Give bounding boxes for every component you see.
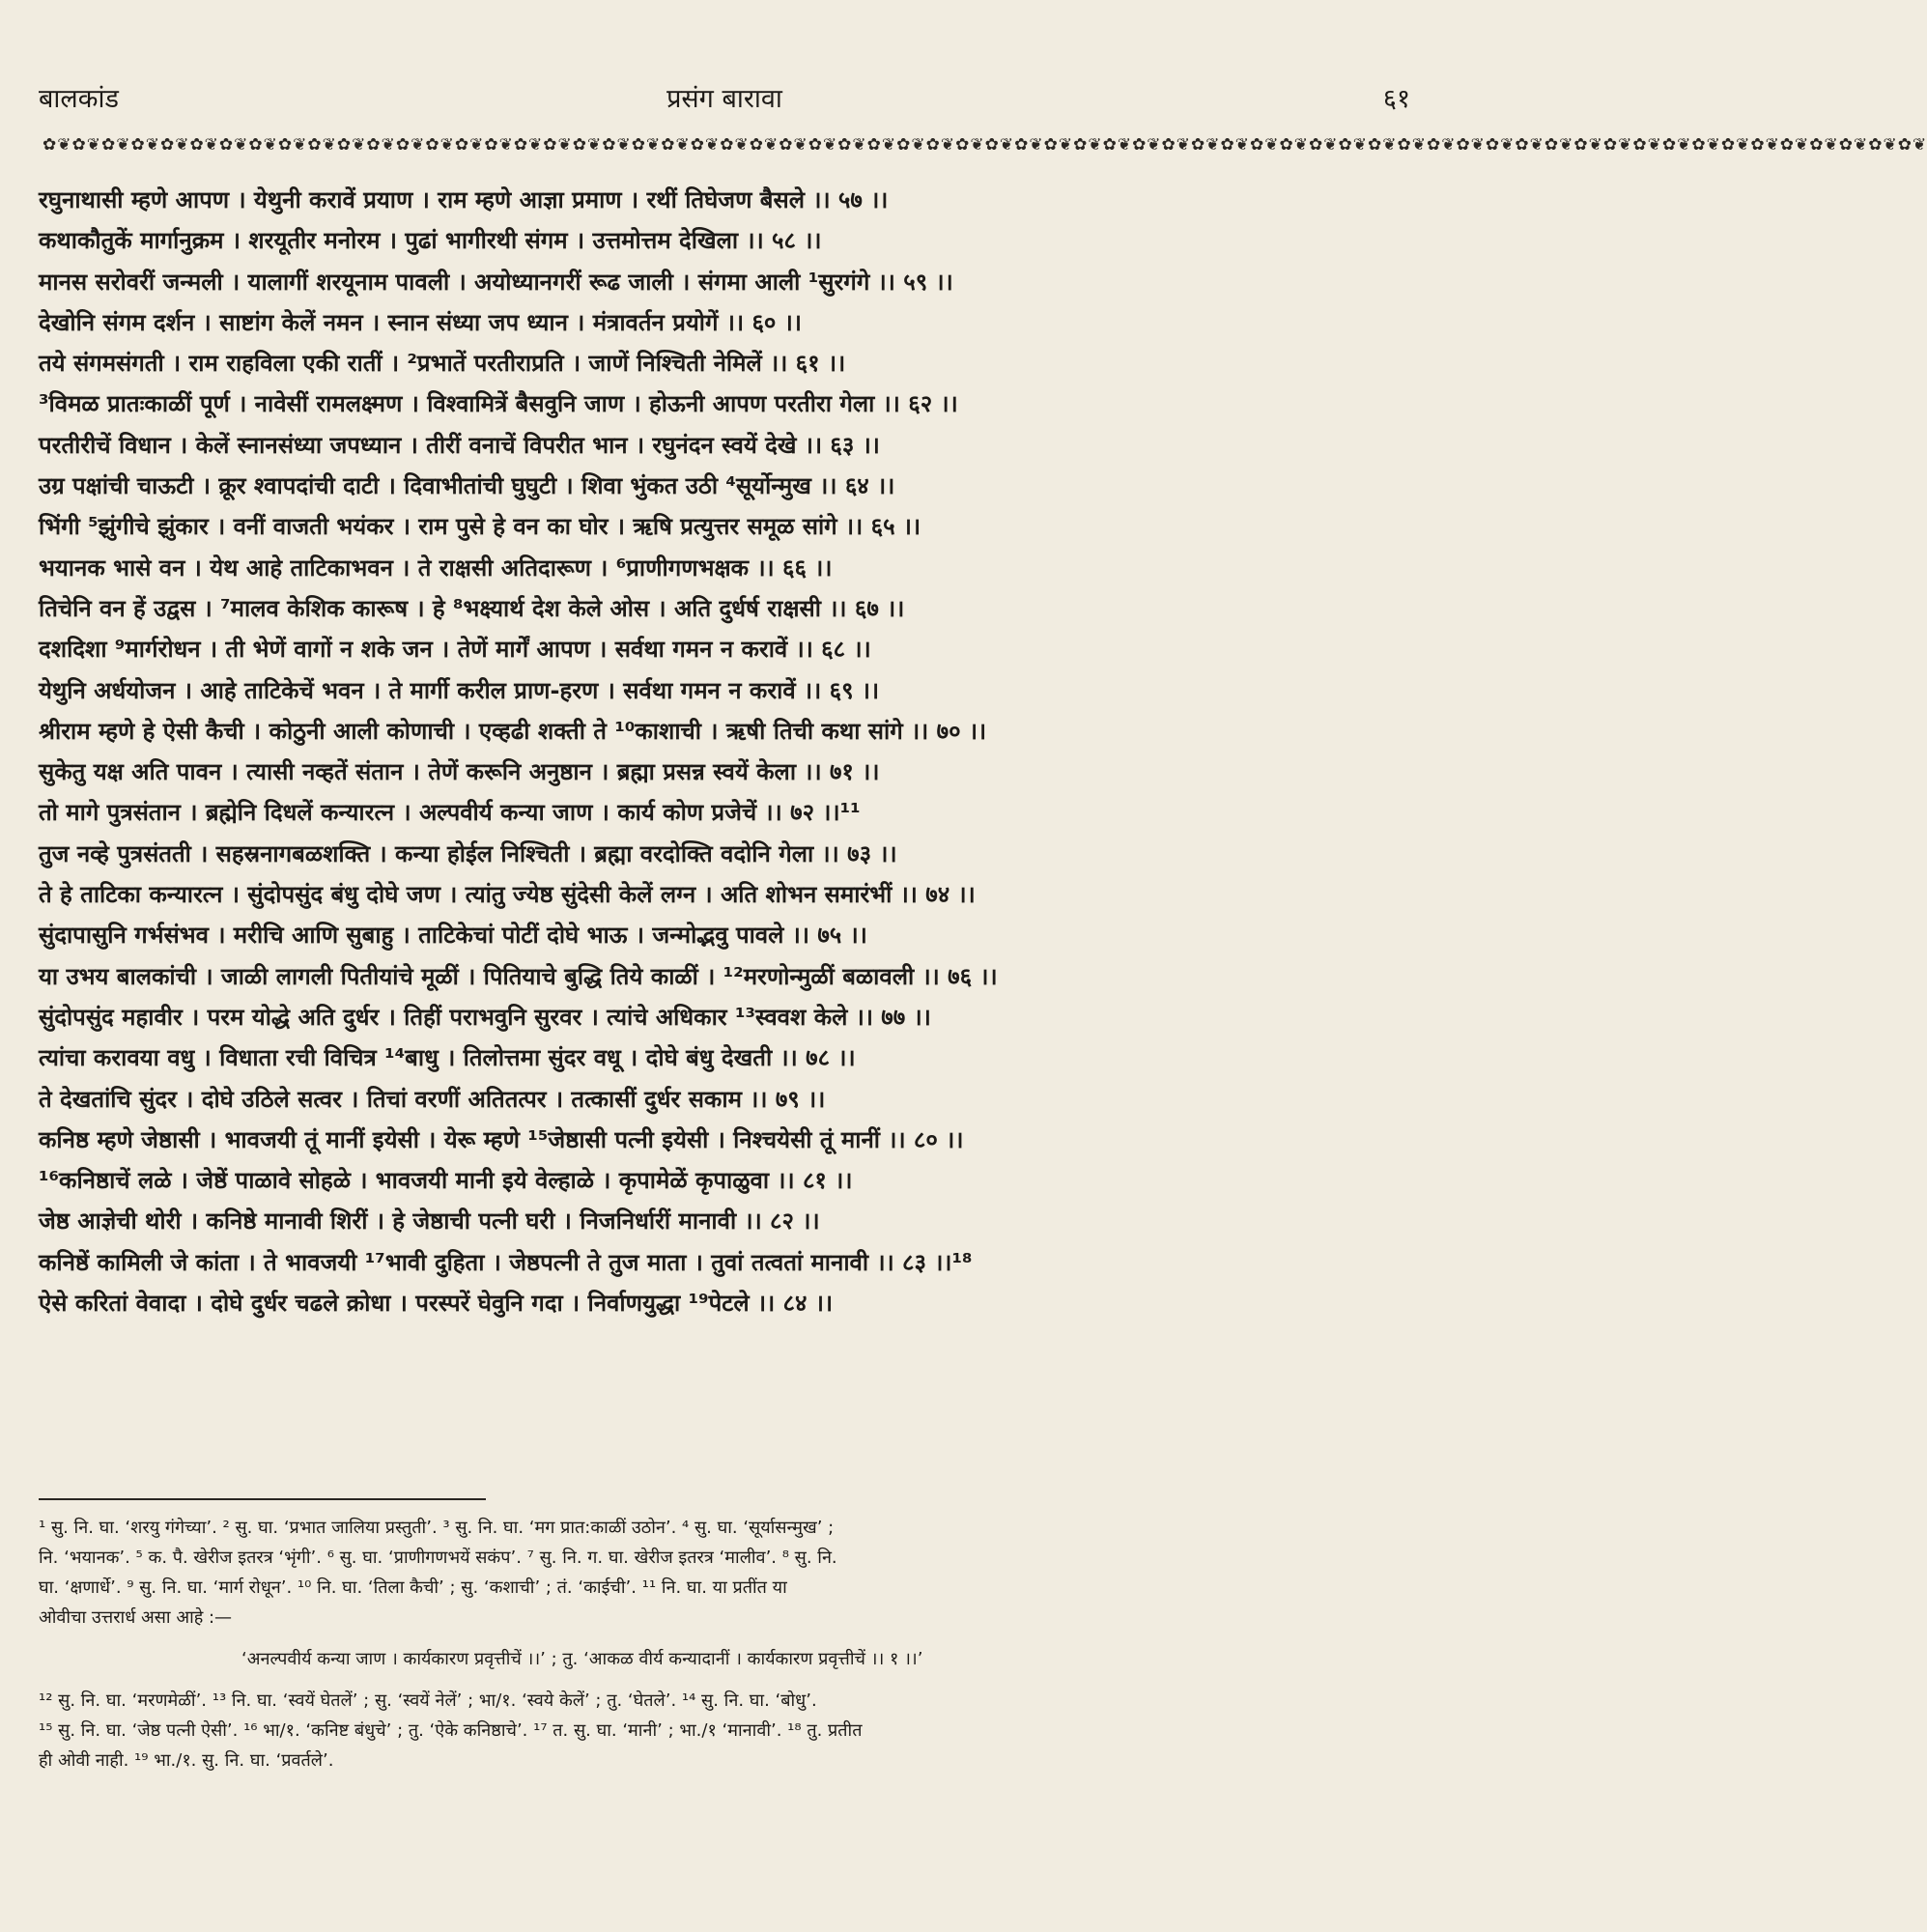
- footnote-line: घा. ‘क्षणार्धे’. ⁹ सु. नि. घा. ‘मार्ग रोधून’. ¹⁰ नि. घा. ‘तिला कैची’ ; सु. ‘कशाची’ ; तं. ‘काईची’. ¹¹ नि. घा. या प्रतींत या: [39, 1577, 787, 1598]
- footnote-divider: [39, 1498, 486, 1500]
- footnote-line: ही ओवी नाही. ¹⁹ भा./१. सु. नि. घा. ‘प्रवर्तले’.: [39, 1750, 334, 1771]
- page-header: [39, 79, 1410, 118]
- verse-line: भयानक भासे वन । येथ आहे ताटिकाभवन । ते राक्षसी अतिदारूण । ⁶प्राणीगणभक्षक ।। ६६ ।।: [39, 554, 833, 582]
- running-head-section: बालकांड: [39, 84, 119, 114]
- verse-line: देखोनि संगम दर्शन । साष्टांग केलें नमन । स्नान संध्या जप ध्यान । मंत्रावर्तन प्रयोगें ।। ६० ।।: [39, 308, 802, 336]
- verse-line: तये संगमसंगती । राम राहविला एकी रातीं । ²प्रभातें परतीराप्रति । जाणें निश्चिती नेमिलें ।। ६१ ।।: [39, 350, 846, 378]
- footnotes: [39, 1513, 1410, 1776]
- verse-line: सुंदापासुनि गर्भसंभव । मरीचि आणि सुबाहु । ताटिकेचां पोटीं दोघे भाऊ । जन्मोद्भवु पावले ।। ७५ ।।: [39, 922, 867, 950]
- decorative-border-icon: ✿❦✿❦✿❦✿❦✿❦✿❦✿❦✿❦✿❦✿❦✿❦✿❦✿❦✿❦✿❦✿❦✿❦✿❦✿❦✿❦✿❦✿❦✿❦✿❦✿❦✿❦✿❦✿❦✿❦✿❦✿❦✿❦✿❦✿❦✿❦✿❦✿❦✿❦✿❦✿❦✿❦✿❦✿❦✿❦✿❦✿❦✿❦✿❦✿❦✿❦✿❦✿❦✿❦✿❦✿❦✿❦✿❦✿❦✿❦✿❦✿❦✿❦✿❦✿❦: [43, 135, 1927, 155]
- verse-line: श्रीराम म्हणे हे ऐसी कैची । कोठुनी आली कोणाची । एव्हढी शक्ती ते ¹⁰काशाची । ऋषी तिची कथा सांगे ।। ७० ।।: [39, 717, 987, 745]
- footnote-line: ¹⁵ सु. नि. घा. ‘जेष्ठ पत्नी ऐसी’. ¹⁶ भा/१. ‘कनिष्ट बंधुचे’ ; तु. ‘ऐके कनिष्ठाचे’. ¹⁷ त. सु. घा. ‘मानी’ ; भा./१ ‘मानावी’. ¹⁸ तु. प्रतीत: [39, 1720, 863, 1741]
- footnote-quote: ‘अनल्पवीर्य कन्या जाण । कार्यकारण प्रवृत्तीचें ।।’ ; तु. ‘आकळ वीर्य कन्यादानीं । कार्यकारण प्रवृत्तीचें ।। १ ।।’: [241, 1649, 923, 1669]
- verse-line: भिंगी ⁵झुंगीचे झुंकार । वनीं वाजती भयंकर । राम पुसे हे वन का घोर । ऋषि प्रत्युत्तर समूळ सांगे ।। ६५ ।।: [39, 513, 921, 541]
- verse-line: कथाकौतुकें मार्गानुक्रम । शरयूतीर मनोरम । पुढां भागीरथी संगम । उत्तमोत्तम देखिला ।। ५८ ।।: [39, 227, 822, 255]
- verse-line: तिचेनि वन हें उद्वस । ⁷मालव केशिक कारूष । हे ⁸भक्ष्यार्थ देश केले ओस । अति दुर्धर्ष राक्षसी ।। ६७ ।।: [39, 594, 905, 622]
- verse-line: मानस सरोवरीं जन्मली । यालागीं शरयूनाम पावली । अयोध्यानगरीं रूढ जाली । संगमा आली ¹सुरगंगे ।। ५९ ।।: [39, 268, 953, 296]
- verse-line: ऐसे करितां वेवादा । दोघे दुर्धर चढले क्रोधा । परस्परें घेवुनि गदा । निर्वाणयुद्धा ¹⁹पेटले ।। ८४ ।।: [39, 1290, 834, 1318]
- verse-line: जेष्ठ आज्ञेची थोरी । कनिष्ठे मानावी शिरीं । हे जेष्ठाची पत्नी घरी । निजनिर्धारीं मानावी ।। ८२ ।।: [39, 1208, 820, 1236]
- page-number: ६१: [1382, 84, 1410, 114]
- verse-line: ते देखतांचि सुंदर । दोघे उठिले सत्वर । तिचां वरणीं अतितत्पर । तत्कासीं दुर्धर सकाम ।। ७९ ।।: [39, 1085, 826, 1113]
- verse-line: परतीरीचें विधान । केलें स्नानसंध्या जपध्यान । तीरीं वनाचें विपरीत भान । रघुनंदन स्वयें देखे ।। ६३ ।।: [39, 431, 880, 459]
- verse-line: सुकेतु यक्ष अति पावन । त्यासी नव्हतें संतान । तेणें करूनि अनुष्ठान । ब्रह्मा प्रसन्न स्वयें केला ।। ७१ ।।: [39, 758, 880, 786]
- verse-line: दशदिशा ⁹मार्गरोधन । ती भेणें वागों न शके जन । तेणें मार्गें आपण । सर्वथा गमन न करावें ।। ६८ ।।: [39, 636, 871, 664]
- verse-text: [39, 180, 1410, 1323]
- footnote-line: ¹² सु. नि. घा. ‘मरणमेळीं’. ¹³ नि. घा. ‘स्वयें घेतलें’ ; सु. ‘स्वयें नेलें’ ; भा/१. ‘स्वये केलें’ ; तु. ‘घेतले’. ¹⁴ सु. नि. घा. ‘बोधु’.: [39, 1690, 817, 1711]
- verse-line: त्यांचा करावया वधु । विधाता रची विचित्र ¹⁴बाधु । तिलोत्तमा सुंदर वधू । दोघे बंधु देखती ।। ७८ ।।: [39, 1044, 856, 1072]
- footnote-line: ¹ सु. नि. घा. ‘शरयु गंगेच्या’. ² सु. घा. ‘प्रभात जालिया प्रस्तुती’. ³ सु. नि. घा. ‘मग प्रात:काळीं उठोन’. ⁴ सु. घा. ‘सूर्यासन्मुख’ ;: [39, 1518, 835, 1538]
- verse-line: कनिष्ठें कामिली जे कांता । ते भावजयी ¹⁷भावी दुहिता । जेष्ठपत्नी ते तुज माता । तुवां तत्वतां मानावी ।। ८३ ।।¹⁸: [39, 1248, 973, 1276]
- footnote-line: नि. ‘भयानक’. ⁵ क. पै. खेरीज इतरत्र ‘भृंगी’. ⁶ सु. घा. ‘प्राणीगणभयें सकंप’. ⁷ सु. नि. ग. घा. खेरीज इतरत्र ‘मालीव’. ⁸ सु. नि.: [39, 1548, 837, 1568]
- verse-line: कनिष्ठ म्हणे जेष्ठासी । भावजयी तूं मानीं इयेसी । येरू म्हणे ¹⁵जेष्ठासी पत्नी इयेसी । निश्चयेसी तूं मानीं ।। ८० ।।: [39, 1125, 964, 1153]
- verse-line: सुंदोपसुंद महावीर । परम योद्धे अति दुर्धर । तिहीं पराभवुनि सुरवर । त्यांचे अधिकार ¹³स्ववश केले ।। ७७ ।।: [39, 1003, 931, 1031]
- verse-line: ते हे ताटिका कन्यारत्न । सुंदोपसुंद बंधु दोघे जण । त्यांतु ज्येष्ठ सुंदेसी केलें लग्न । अति शोभन समारंभीं ।। ७४ ।।: [39, 881, 976, 909]
- verse-line: रघुनाथासी म्हणे आपण । येथुनी करावें प्रयाण । राम म्हणे आज्ञा प्रमाण । रथीं तिघेजण बैसले ।। ५७ ।।: [39, 186, 889, 213]
- verse-line: उग्र पक्षांची चाऊटी । क्रूर श्वापदांची दाटी । दिवाभीतांची घुघुटी । शिवा भुंकत उठी ⁴सूर्योन्मुख ।। ६४ ।।: [39, 472, 895, 500]
- verse-line: तो मागे पुत्रसंतान । ब्रह्मेनि दिधलें कन्यारत्न । अल्पवीर्य कन्या जाण । कार्य कोण प्रजेचें ।। ७२ ।।¹¹: [39, 799, 861, 827]
- verse-line: या उभय बालकांची । जाळी लागली पितीयांचे मूळीं । पितियाचे बुद्धि तिये काळीं । ¹²मरणोन्मुळीं बळावली ।। ७६ ।।: [39, 962, 998, 990]
- verse-line: ³विमळ प्रातःकाळीं पूर्ण । नावेसीं रामलक्ष्मण । विश्वामित्रें बैसवुनि जाण । होऊनी आपण परतीरा गेला ।। ६२ ।।: [39, 390, 958, 418]
- verse-line: ¹⁶कनिष्ठाचें लळे । जेष्ठें पाळावे सोहळे । भावजयी मानी इये वेल्हाळे । कृपामेळें कृपाळुवा ।। ८१ ।।: [39, 1167, 853, 1195]
- running-head-chapter: प्रसंग बारावा: [666, 84, 782, 114]
- verse-line: तुज नव्हे पुत्रसंतती । सहस्रनागबळशक्ति । कन्या होईल निश्चिती । ब्रह्मा वरदोक्ति वदोनि गेला ।। ७३ ।।: [39, 839, 897, 867]
- verse-line: येथुनि अर्धयोजन । आहे ताटिकेचें भवन । ते मार्गी करील प्राण-हरण । सर्वथा गमन न करावें ।। ६९ ।।: [39, 676, 880, 704]
- footnote-line: ओवीचा उत्तरार्ध असा आहे :—: [39, 1607, 233, 1628]
